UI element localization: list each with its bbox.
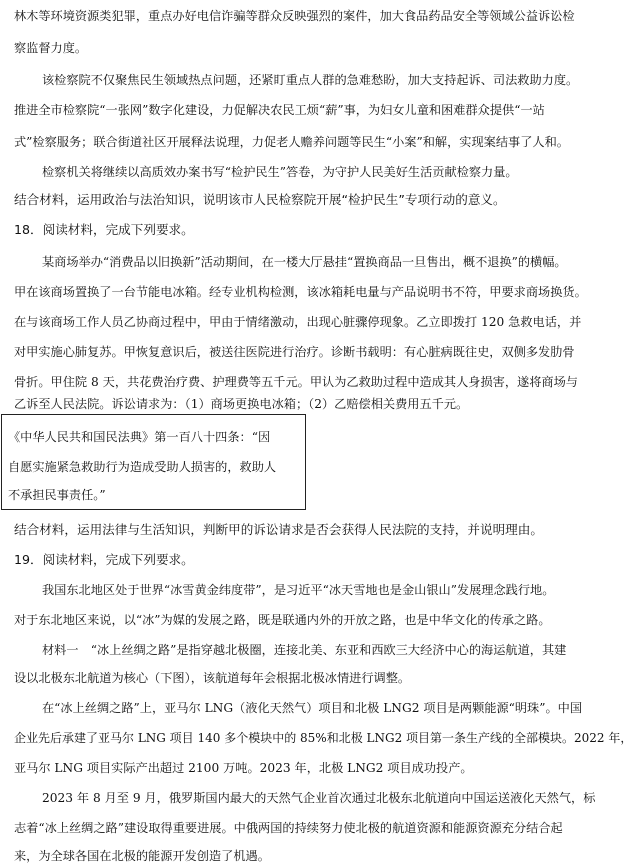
paragraph-line: 察监督力度。 [14, 41, 88, 55]
law-excerpt-box [1, 414, 306, 510]
paragraph-line: 推进全市检察院“一张网”数字化建设，力促解决农民工烦“薪”事，为妇女儿童和困难群众提供“一站 [14, 103, 545, 117]
paragraph-line: 对于东北地区来说，以“冰”为媒的发展之路，既是联通内外的开放之路，也是中华文化的传承之路。 [14, 613, 551, 627]
paragraph-line: 在“冰上丝绸之路”上，亚马尔 LNG（液化天然气）项目和北极 LNG2 项目是两颗能源“明珠”。中国 [42, 701, 583, 715]
law-excerpt-line: 不承担民事责任。” [8, 488, 106, 502]
paragraph-line: 某商场举办“消费品以旧换新”活动期间，在一楼大厅悬挂“置换商品一旦售出，概不退换”的横幅。 [42, 255, 567, 269]
law-excerpt-line: 《中华人民共和国民法典》第一百八十四条：“因 [8, 430, 271, 444]
question-17-requirement: 结合材料，运用政治与法治知识，说明该市人民检察院开展“检护民生”专项行动的意义。 [14, 192, 506, 207]
paragraph-line: 志着“冰上丝绸之路”建设取得重要进展。中俄两国的持续努力使北极的航道资源和能源资源充分结合起 [14, 821, 563, 835]
paragraph-line: 企业先后承建了亚马尔 LNG 项目 140 多个模块中的 85%和北极 LNG2 项目第一条生产线的全部模块。2022 年， [14, 731, 633, 745]
paragraph-line: 检察机关将继续以高质效办案书写“检护民生”答卷，为守护人民美好生活贡献检察力量。 [42, 165, 518, 179]
paragraph-line: 2023 年 8 月至 9 月，俄罗斯国内最大的天然气企业首次通过北极东北航道向中国运送液化天然气，标 [42, 791, 596, 805]
paragraph-line: 甲在该商场置换了一台节能电冰箱。经专业机构检测，该冰箱耗电量与产品说明书不符，甲要求商场换货。 [14, 285, 587, 299]
paragraph-line: 来，为全球各国在北极的能源开发创造了机遇。 [14, 849, 270, 863]
paragraph-line: 乙诉至人民法院。诉讼请求为：（1）商场更换电冰箱；（2）乙赔偿相关费用五千元。 [14, 397, 469, 411]
question-19-heading: 19．阅读材料，完成下列要求。 [14, 552, 194, 567]
paragraph-line: 材料一 “冰上丝绸之路”是指穿越北极圈，连接北美、东亚和西欧三大经济中心的海运航道，其建 [42, 643, 567, 657]
paragraph-line: 亚马尔 LNG 项目实际产出超过 2100 万吨。2023 年，北极 LNG2 项目成功投产。 [14, 761, 473, 775]
paragraph-line: 该检察院不仅聚焦民生领域热点问题，还紧盯重点人群的急难愁盼，加大支持起诉、司法救助力度。 [42, 73, 579, 87]
paragraph-line: 式”检察服务；联合街道社区开展释法说理，力促老人赡养问题等民生“小案”和解，实现案结事了人和。 [14, 135, 569, 149]
paragraph-line: 林木等环境资源类犯罪，重点办好电信诈骗等群众反映强烈的案件，加大食品药品安全等领域公益诉讼检 [14, 9, 575, 23]
paragraph-line: 对甲实施心肺复苏。甲恢复意识后，被送往医院进行治疗。诊断书载明：有心脏病既往史，双侧多发肋骨 [14, 345, 575, 359]
question-18-heading: 18．阅读材料，完成下列要求。 [14, 222, 194, 237]
paragraph-line: 骨折。甲住院 8 天，共花费治疗费、护理费等五千元。甲认为乙救助过程中造成其人身损害，遂将商场与 [14, 375, 578, 389]
paragraph-line: 我国东北地区处于世界“冰雪黄金纬度带”，是习近平“冰天雪地也是金山银山”发展理念践行地。 [42, 583, 555, 597]
paragraph-line: 在与该商场工作人员乙协商过程中，甲由于情绪激动，出现心脏骤停现象。乙立即拨打 120 急救电话，并 [14, 315, 582, 329]
paragraph-line: 设以北极东北航道为核心（下图），该航道每年会根据北极冰情进行调整。 [14, 671, 411, 685]
question-18-requirement: 结合材料，运用法律与生活知识，判断甲的诉讼请求是否会获得人民法院的支持，并说明理由。 [14, 522, 543, 537]
law-excerpt-line: 自愿实施紧急救助行为造成受助人损害的，救助人 [8, 460, 277, 474]
